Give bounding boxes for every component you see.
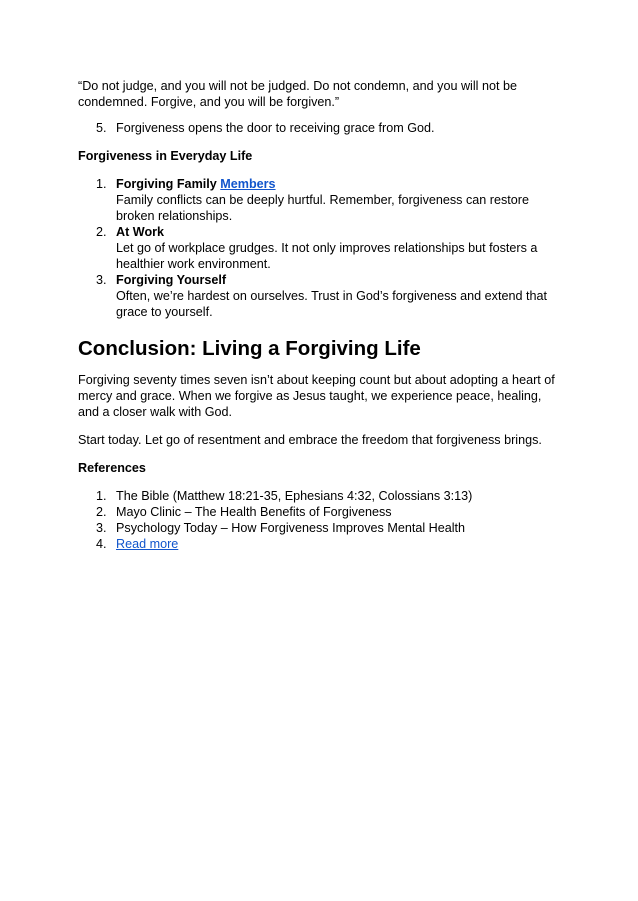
list-item [78, 272, 562, 320]
conclusion-heading: Conclusion: Living a Forgiving Life [78, 337, 421, 360]
bible-quote: “Do not judge, and you will not be judged. Do not condemn, and you will not be condemned. Forgive, and you will be forgiven.” [78, 79, 517, 109]
document-page [78, 78, 562, 552]
list-item [78, 536, 562, 552]
item-title: Forgiving Yourself [116, 273, 227, 287]
list-number: 4. [96, 537, 107, 551]
references-list [78, 488, 562, 552]
item-title: Forgiving Family [116, 177, 217, 191]
intro-list [78, 120, 562, 136]
everyday-heading: Forgiveness in Everyday Life [78, 149, 253, 163]
item-body: Often, we’re hardest on ourselves. Trust in God’s forgiveness and extend that grace to yourself. [116, 289, 547, 319]
reference-text: The Bible (Matthew 18:21-35, Ephesians 4:32, Colossians 3:13) [116, 489, 473, 503]
references-heading: References [78, 461, 146, 475]
reference-text: Psychology Today – How Forgiveness Improves Mental Health [116, 521, 466, 535]
list-number: 5. [96, 121, 107, 135]
list-number: 3. [96, 521, 107, 535]
list-number: 2. [96, 225, 107, 239]
list-item [78, 176, 562, 224]
list-number: 1. [96, 489, 107, 503]
item-body: Let go of workplace grudges. It not only improves relationships but fosters a healthier work environment. [116, 241, 538, 271]
reference-text: Mayo Clinic – The Health Benefits of Forgiveness [116, 505, 392, 519]
call-to-action-paragraph: Start today. Let go of resentment and embrace the freedom that forgiveness brings. [78, 433, 542, 447]
item-title: At Work [116, 225, 165, 239]
list-item [78, 520, 562, 536]
conclusion-paragraph: Forgiving seventy times seven isn’t about keeping count but about adopting a heart of mercy and grace. When we forgive as Jesus taught, we experience peace, healing, and a closer walk with God. [78, 373, 555, 419]
list-item [78, 488, 562, 504]
everyday-list [78, 176, 562, 320]
list-item [78, 120, 562, 136]
members-link[interactable]: Members [220, 177, 276, 191]
list-item [78, 504, 562, 520]
item-body: Family conflicts can be deeply hurtful. Remember, forgiveness can restore broken relationships. [116, 193, 529, 223]
list-text: Forgiveness opens the door to receiving grace from God. [116, 121, 435, 135]
list-number: 3. [96, 273, 107, 287]
list-number: 2. [96, 505, 107, 519]
list-item [78, 224, 562, 272]
read-more-link[interactable]: Read more [116, 537, 179, 551]
list-number: 1. [96, 177, 107, 191]
